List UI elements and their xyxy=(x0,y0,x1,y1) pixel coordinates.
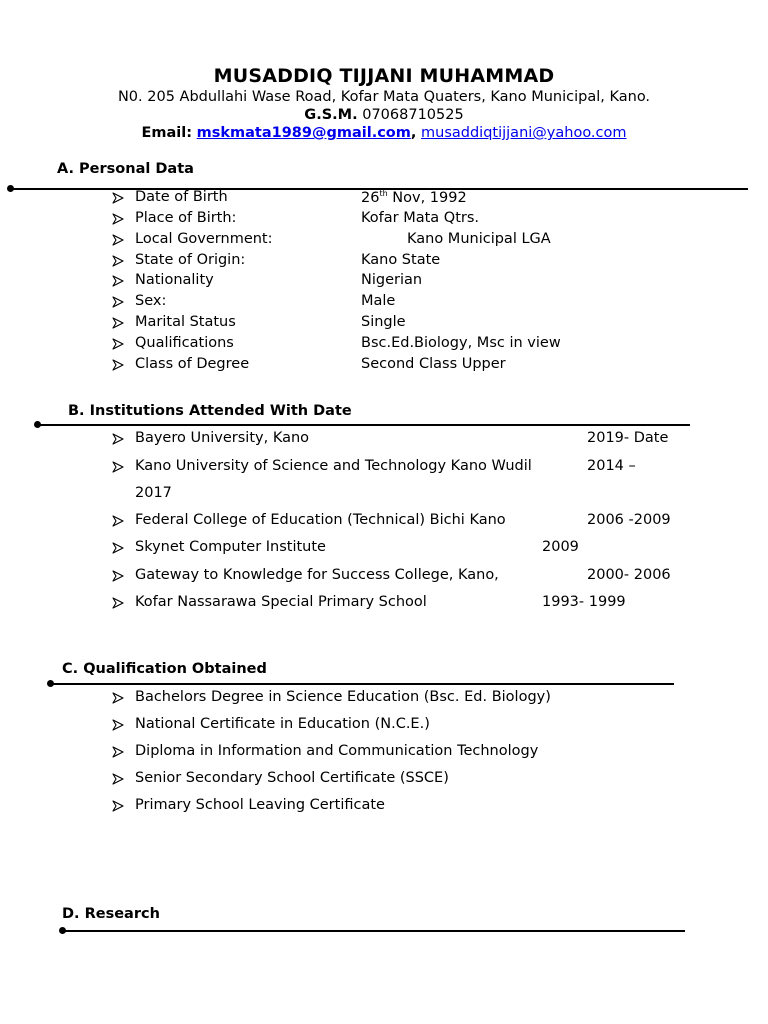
personal-label: Local Government: xyxy=(135,231,273,247)
personal-value: Kano Municipal LGA xyxy=(407,231,551,247)
arrow-bullet-icon xyxy=(112,542,124,556)
institution-date-continued: 2017 xyxy=(135,485,172,501)
institution-date: 2000- 2006 xyxy=(587,567,671,583)
qualification-item: Diploma in Information and Communication Technology xyxy=(135,743,539,759)
personal-label: Class of Degree xyxy=(135,356,250,372)
personal-value: Male xyxy=(361,293,396,309)
arrow-bullet-icon xyxy=(112,338,124,352)
personal-label: Nationality xyxy=(135,272,214,288)
section-rule xyxy=(62,930,685,932)
gsm-label: G.S.M. xyxy=(304,107,358,123)
arrow-bullet-icon xyxy=(112,597,124,611)
arrow-bullet-icon xyxy=(112,317,124,331)
personal-value xyxy=(361,189,467,206)
qualification-item: Primary School Leaving Certificate xyxy=(135,797,385,813)
qualification-item: Bachelors Degree in Science Education (Bsc. Ed. Biology) xyxy=(135,689,551,705)
personal-value: Kano State xyxy=(361,252,441,268)
arrow-bullet-icon xyxy=(112,570,124,584)
personal-value: Single xyxy=(361,314,406,330)
email-line xyxy=(0,125,768,141)
arrow-bullet-icon xyxy=(112,359,124,373)
dob-day: 26 xyxy=(361,190,380,206)
email-separator: , xyxy=(410,125,417,141)
personal-value: Kofar Mata Qtrs. xyxy=(361,210,480,226)
institution-name: Kano University of Science and Technology Kano Wudil xyxy=(135,458,532,474)
resume-name: MUSADDIQ TIJJANI MUHAMMAD xyxy=(213,65,555,87)
institution-date: 2019- Date xyxy=(587,430,669,446)
gsm-value: 07068710525 xyxy=(362,107,464,123)
arrow-bullet-icon xyxy=(112,433,124,447)
arrow-bullet-icon xyxy=(112,296,124,310)
arrow-bullet-icon xyxy=(112,234,124,248)
institution-name: Gateway to Knowledge for Success College, Kano, xyxy=(135,567,499,583)
institution-name: Kofar Nassarawa Special Primary School xyxy=(135,594,427,610)
arrow-bullet-icon xyxy=(112,746,124,760)
dob-rest: Nov, 1992 xyxy=(387,190,467,206)
arrow-bullet-icon xyxy=(112,461,124,475)
institution-name: Federal College of Education (Technical) Bichi Kano xyxy=(135,512,506,528)
institution-date: 2009 xyxy=(542,539,579,555)
arrow-bullet-icon xyxy=(112,515,124,529)
email-link-primary[interactable]: mskmata1989@gmail.com xyxy=(196,125,411,141)
qualification-item: National Certificate in Education (N.C.E.) xyxy=(135,716,430,732)
institution-name: Bayero University, Kano xyxy=(135,430,310,446)
institution-date: 1993- 1999 xyxy=(542,594,626,610)
dob-suffix: th xyxy=(379,189,388,198)
address-line: N0. 205 Abdullahi Wase Road, Kofar Mata Quaters, Kano Municipal, Kano. xyxy=(117,89,651,105)
section-title-institutions: B. Institutions Attended With Date xyxy=(68,403,352,419)
email-link-secondary[interactable]: musaddiqtijjani@yahoo.com xyxy=(421,125,627,141)
personal-value: Nigerian xyxy=(361,272,423,288)
arrow-bullet-icon xyxy=(112,719,124,733)
arrow-bullet-icon xyxy=(112,213,124,227)
email-label: Email: xyxy=(141,125,193,141)
arrow-bullet-icon xyxy=(112,255,124,269)
personal-label: Sex: xyxy=(135,293,167,309)
institution-name: Skynet Computer Institute xyxy=(135,539,326,555)
institution-date: 2014 – xyxy=(587,458,636,474)
institution-date: 2006 -2009 xyxy=(587,512,671,528)
personal-label: Qualifications xyxy=(135,335,234,351)
personal-label: Place of Birth: xyxy=(135,210,237,226)
arrow-bullet-icon xyxy=(112,800,124,814)
section-title-qualifications: C. Qualification Obtained xyxy=(62,661,267,677)
personal-value: Bsc.Ed.Biology, Msc in view xyxy=(361,335,561,351)
personal-label: State of Origin: xyxy=(135,252,246,268)
personal-value: Second Class Upper xyxy=(361,356,506,372)
section-title-research: D. Research xyxy=(62,906,160,922)
qualification-item: Senior Secondary School Certificate (SSCE) xyxy=(135,770,449,786)
phone-line xyxy=(0,107,768,123)
personal-label: Marital Status xyxy=(135,314,236,330)
arrow-bullet-icon xyxy=(112,773,124,787)
arrow-bullet-icon xyxy=(112,275,124,289)
section-rule xyxy=(50,683,674,685)
section-rule xyxy=(37,424,690,426)
arrow-bullet-icon xyxy=(112,192,124,206)
section-title-personal: A. Personal Data xyxy=(57,161,194,177)
personal-label: Date of Birth xyxy=(135,189,228,205)
arrow-bullet-icon xyxy=(112,692,124,706)
